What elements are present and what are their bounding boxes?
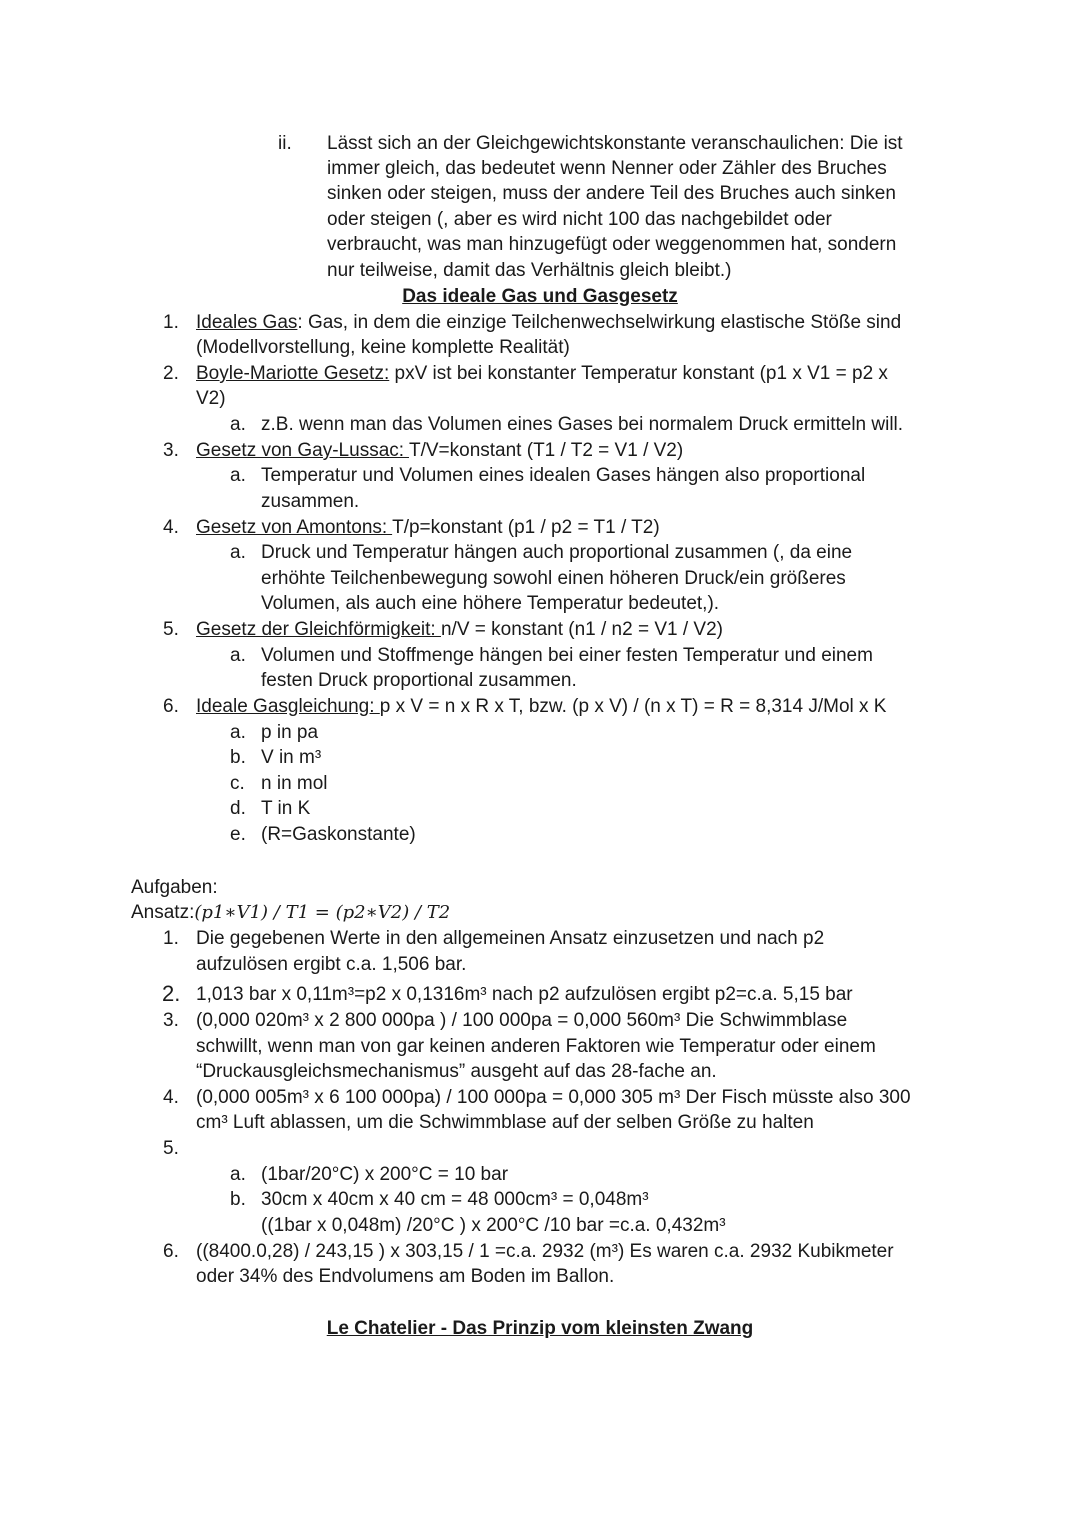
definition: T/V=konstant (T1 / T2 = V1 / V2)	[408, 440, 684, 461]
definition: : Gas, in dem die einzige Teilchenwechselwirkung elastische Stöße sind	[297, 312, 902, 333]
task-item-2: 1,013 bar x 0,11m³=p2 x 0,1316m³ nach p2 aufzulösen ergibt p2=c.a. 5,15 bar	[196, 984, 853, 1005]
sub-marker: a.	[230, 645, 246, 666]
sub-marker: a.	[230, 1164, 246, 1185]
unit-item: T in K	[261, 798, 311, 819]
task-number: 2.	[162, 981, 181, 1006]
task-item-continuation: “Druckausgleichsmechanismus” ausgeht auf das 28-fache an.	[196, 1061, 717, 1082]
task-number: 4.	[163, 1087, 179, 1108]
sub-item: Temperatur und Volumen eines idealen Gases hängen also proportional	[261, 465, 866, 486]
list-item-continuation: (Modellvorstellung, keine komplette Realität)	[196, 337, 570, 358]
sub-marker: b.	[230, 1189, 246, 1210]
section-heading-gas: Das ideale Gas und Gasgesetz	[402, 286, 678, 307]
sub-marker: a.	[230, 414, 246, 435]
list-item-amontons	[196, 515, 660, 540]
task-item-1: Die gegebenen Werte in den allgemeinen Ansatz einzusetzen und nach p2	[196, 928, 825, 949]
sub-item-continuation: festen Druck proportional zusammen.	[261, 670, 577, 691]
term: Gesetz von Amontons:	[196, 517, 393, 538]
task-number: 5.	[163, 1138, 179, 1159]
list-number: 5.	[163, 619, 179, 640]
list-number: 6.	[163, 696, 179, 717]
list-item-ideal-gas-equation	[196, 694, 886, 719]
task-number: 6.	[163, 1241, 179, 1262]
sub-item: z.B. wenn man das Volumen eines Gases bei normalem Druck ermitteln will.	[261, 414, 904, 435]
list-number: 2.	[163, 363, 179, 384]
task-number: 3.	[163, 1010, 179, 1031]
list-item-boyle-mariotte	[196, 361, 888, 386]
list-number: 4.	[163, 517, 179, 538]
sub-item-continuation: erhöhte Teilchenbewegung sowohl einen höheren Druck/ein größeres	[261, 568, 846, 589]
roman-marker: ii.	[278, 133, 292, 154]
task-number: 1.	[163, 928, 179, 949]
sub-marker: b.	[230, 747, 246, 768]
task-item-continuation: oder 34% des Endvolumens am Boden im Ballon.	[196, 1266, 615, 1287]
unit-item: (R=Gaskonstante)	[261, 824, 416, 845]
definition: T/p=konstant (p1 / p2 = T1 / T2)	[392, 517, 660, 538]
task-item-continuation: aufzulösen ergibt c.a. 1,506 bar.	[196, 954, 467, 975]
unit-item: n in mol	[261, 773, 328, 794]
tasks-title: Aufgaben:	[131, 877, 218, 898]
unit-item: V in m³	[261, 747, 322, 768]
list-item-gleichfoermigkeit	[196, 617, 723, 642]
term: Gesetz der Gleichförmigkeit:	[196, 619, 441, 640]
intro-line-5: verbraucht, was man hinzugefügt oder weggenommen hat, sondern	[327, 234, 897, 255]
sub-item-continuation: zusammen.	[261, 491, 360, 512]
sub-marker: a.	[230, 542, 246, 563]
sub-item: Volumen und Stoffmenge hängen bei einer festen Temperatur und einem	[261, 645, 873, 666]
ansatz-formula: (p1∗V1) / T1 = (p2∗V2) / T2	[194, 902, 451, 923]
term: Gesetz von Gay-Lussac:	[196, 440, 409, 461]
intro-line-1: Lässt sich an der Gleichgewichtskonstante veranschaulichen: Die ist	[327, 133, 903, 154]
sub-item: Druck und Temperatur hängen auch proportional zusammen (, da eine	[261, 542, 853, 563]
sub-marker: d.	[230, 798, 246, 819]
sub-marker: e.	[230, 824, 246, 845]
intro-line-3: sinken oder steigen, muss der andere Teil des Bruches auch sinken	[327, 183, 896, 204]
term: Ideale Gasgleichung:	[196, 696, 380, 717]
task-item-continuation: schwillt, wenn man von gar keinen anderen Faktoren wie Temperatur oder einem	[196, 1036, 876, 1057]
intro-line-2: immer gleich, das bedeutet wenn Nenner oder Zähler des Bruches	[327, 158, 887, 179]
sub-item-continuation: Volumen, als auch eine höhere Temperatur bedeutet,).	[261, 593, 720, 614]
sub-marker: c.	[230, 773, 245, 794]
task-item-3: (0,000 020m³ x 2 800 000pa ) / 100 000pa = 0,000 560m³ Die Schwimmblase	[196, 1010, 848, 1031]
ansatz-label: Ansatz:	[131, 902, 195, 923]
ansatz-line	[131, 900, 450, 925]
definition: p x V = n x R x T, bzw. (p x V) / (n x T) = R = 8,314 J/Mol x K	[379, 696, 887, 717]
list-number: 1.	[163, 312, 179, 333]
task-5-sub-b: 30cm x 40cm x 40 cm = 48 000cm³ = 0,048m³	[261, 1189, 649, 1210]
term: Ideales Gas	[196, 312, 298, 333]
list-number: 3.	[163, 440, 179, 461]
intro-line-6: nur teilweise, damit das Verhältnis gleich bleibt.)	[327, 260, 732, 281]
section-heading-le-chatelier: Le Chatelier - Das Prinzip vom kleinsten Zwang	[326, 1318, 754, 1339]
unit-item: p in pa	[261, 722, 319, 743]
task-item-4: (0,000 005m³ x 6 100 000pa) / 100 000pa = 0,000 305 m³ Der Fisch müsste also 300	[196, 1087, 911, 1108]
task-item-continuation: cm³ Luft ablassen, um die Schwimmblase auf der selben Größe zu halten	[196, 1112, 814, 1133]
definition: n/V = konstant (n1 / n2 = V1 / V2)	[440, 619, 723, 640]
list-item-continuation: V2)	[196, 388, 226, 409]
definition: pxV ist bei konstanter Temperatur konstant (p1 x V1 = p2 x	[389, 363, 888, 384]
term: Boyle-Mariotte Gesetz:	[196, 363, 390, 384]
intro-line-4: oder steigen (, aber es wird nicht 100 das nachgebildet oder	[327, 209, 832, 230]
task-5-sub-b-continuation: ((1bar x 0,048m) /20°C ) x 200°C /10 bar =c.a. 0,432m³	[261, 1215, 726, 1236]
task-item-6: ((8400.0,28) / 243,15 ) x 303,15 / 1 =c.a. 2932 (m³) Es waren c.a. 2932 Kubikmeter	[196, 1241, 894, 1262]
sub-marker: a.	[230, 465, 246, 486]
task-5-sub-a: (1bar/20°C) x 200°C = 10 bar	[261, 1164, 509, 1185]
list-item-ideal-gas	[196, 310, 901, 335]
list-item-gay-lussac	[196, 438, 683, 463]
sub-marker: a.	[230, 722, 246, 743]
